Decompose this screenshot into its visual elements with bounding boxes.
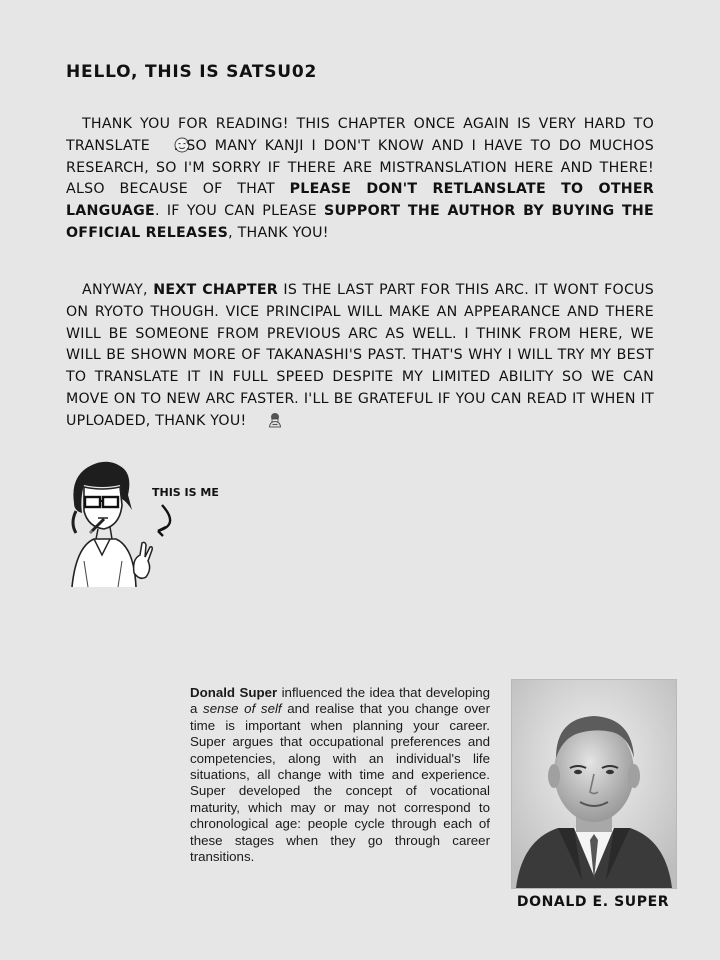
note-text: THANK YOU FOR READING! THIS CHAPTER ONCE AGAIN IS VERY HARD TO TRANSLATE bbox=[66, 116, 654, 154]
portrait-caption: DONALD E. SUPER bbox=[516, 894, 670, 910]
translator-note-paragraph-2 bbox=[66, 280, 654, 433]
bio-emphasis: sense of self bbox=[203, 701, 282, 717]
sweat-smile-icon bbox=[158, 137, 174, 153]
note-emphasis: NEXT CHAPTER bbox=[153, 282, 278, 298]
note-text: , THANK YOU! bbox=[228, 224, 329, 241]
bio-text: and realise that you change over time is important when planning your career. Super argues that occupational preferences and competencies, along with an individual's life situations, all change with time and experience. Super developed the concept of vocational maturity, which may or may not correspond to chronological age: people cycle through each of these stages when they go through career transitions. bbox=[190, 701, 490, 865]
page-title: HELLO, THIS IS SATSU02 bbox=[66, 62, 318, 82]
bio-name: Donald Super bbox=[190, 685, 278, 700]
translator-note-paragraph-1 bbox=[66, 114, 654, 245]
note-text: . IF YOU CAN PLEASE bbox=[154, 203, 325, 220]
bio-text-block bbox=[190, 685, 490, 865]
note-emphasis: SUPPORT THE AUTHOR BY BUYING THE OFFICIAL RELEASES bbox=[66, 203, 654, 241]
translator-avatar-doodle bbox=[62, 455, 232, 590]
bowing-person-icon bbox=[251, 412, 267, 428]
bio-text: influenced the idea that developing a bbox=[190, 685, 491, 717]
doodle-callout-label: THIS IS ME bbox=[152, 486, 219, 499]
note-text: ANYWAY, bbox=[82, 282, 154, 298]
note-text: IS THE LAST PART FOR THIS ARC. IT WONT FOCUS ON RYOTO THOUGH. VICE PRINCIPAL WILL MAKE AN APPEARANCE AND THERE WILL BE SOMEONE FROM PREVIOUS ARC AS WELL. I THINK FROM HERE, WE WILL BE SHOWN MORE OF TAKANASHI'S PAST. THAT'S WHY I WILL TRY MY BEST TO TRANSLATE IT IN FULL SPEED DESPITE MY LIMITED ABILITY SO WE CAN MOVE ON TO NEW ARC FASTER. I'LL BE GRATEFUL IF YOU CAN READ IT WHEN IT UPLOADED, THANK YOU! bbox=[66, 282, 654, 429]
note-text: . SO MANY KANJI I DON'T KNOW AND I HAVE TO DO MUCHOS RESEARCH, SO I'M SORRY IF THERE ARE MISTRANSLATION HERE AND THERE! ALSO BECAUSE OF THAT bbox=[66, 137, 654, 198]
note-emphasis: PLEASE DON'T RETLANSLATE TO OTHER LANGUAGE bbox=[66, 181, 654, 220]
portrait-photo bbox=[511, 679, 677, 889]
